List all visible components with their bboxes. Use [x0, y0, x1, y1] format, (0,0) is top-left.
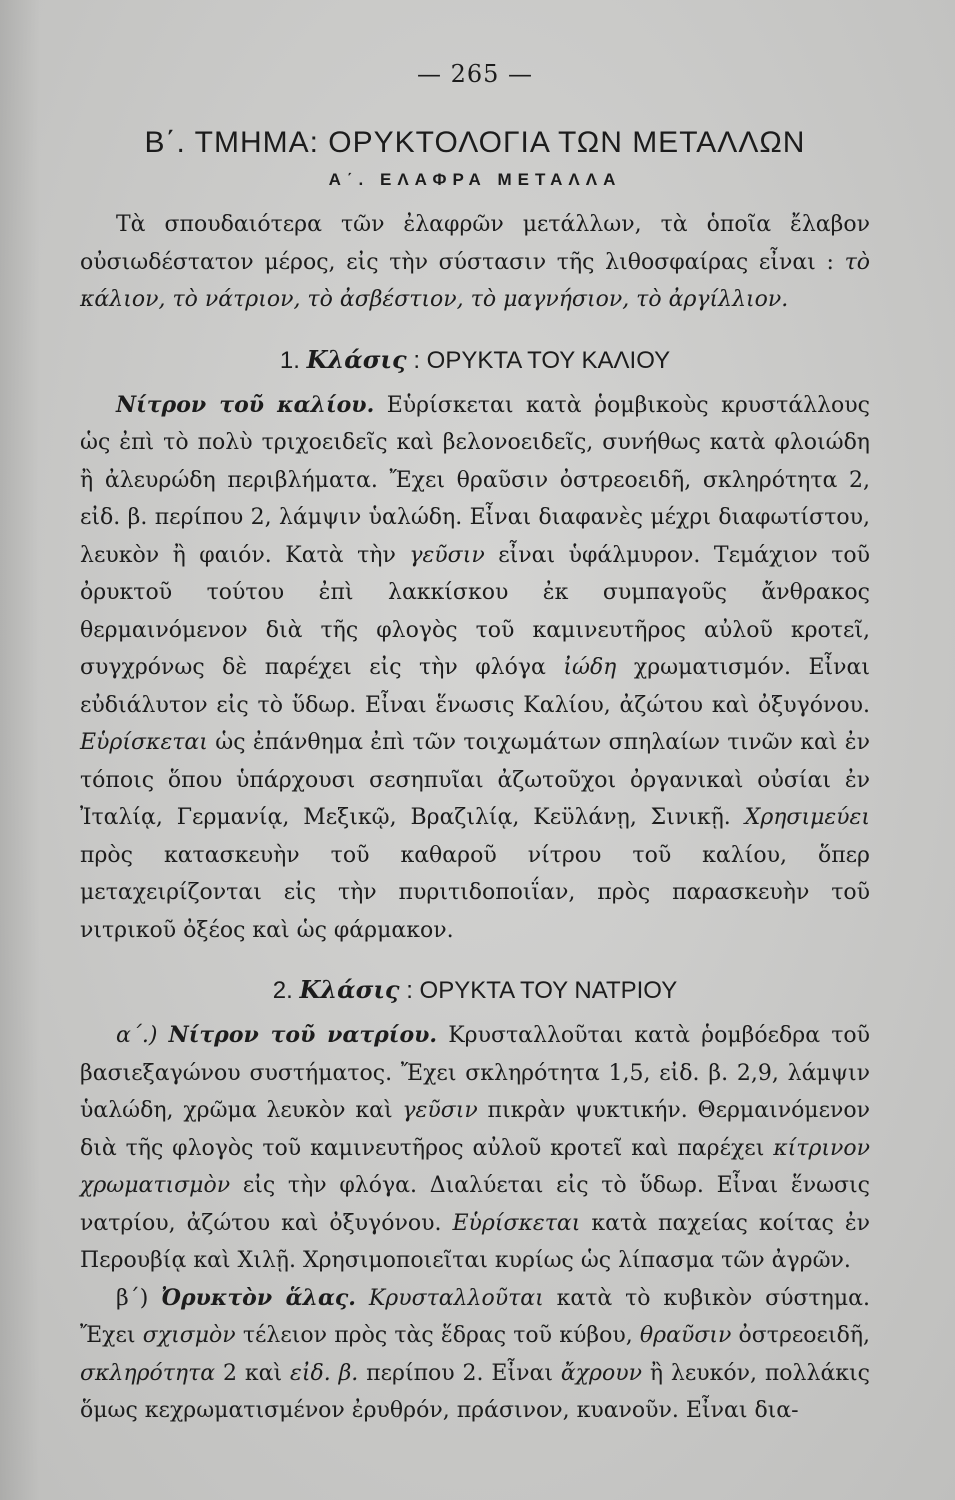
intro-metals: τὸ κάλιον, τὸ νάτριον, τὸ ἀσβέστιον, τὸ μαγνήσιον, τὸ ἀργίλλιον. [80, 249, 870, 312]
class2-heading [80, 975, 870, 1005]
class2-a-found: Εὑρίσκεται [452, 1210, 581, 1236]
class1-term: Νίτρον τοῦ καλίου. [116, 391, 375, 418]
class2-b-p1: κατὰ τὸ κυβικὸν σύστημα. Ἔχει [80, 1285, 870, 1348]
class2-a-taste: γεῦσιν [402, 1098, 478, 1123]
class2-b-cryst: Κρυσταλλοῦται [368, 1285, 544, 1311]
class1-heading [80, 345, 870, 375]
class2-label: Κλάσις [299, 975, 400, 1004]
class2-b-marker: β΄) [116, 1285, 149, 1311]
class2-a-paragraph [80, 1017, 870, 1280]
class2-a-p1: Κρυσταλλοῦται κατὰ ῥομβόεδρα τοῦ βασιεξαγώνου συστήματος. Ἔχει σκληρότητα 1,5, εἰδ. β. 2,9, λάμψιν ὑαλώδη, χρῶμα λευκὸν καὶ [80, 1023, 871, 1123]
intro-text: Τὰ σπουδαιότερα τῶν ἐλαφρῶν μετάλλων, τὰ ὁποῖα ἔλαβον οὐσιωδέστατον μέρος, εἰς τὴν σύστασιν τῆς λιθοσφαίρας εἶναι : [80, 212, 870, 275]
class2-b-p6: ἢ λευκόν, πολλάκις ὅμως κεχρωματισμένον ἐρυθρόν, πράσινον, κυανοῦν. Εἶναι δια- [80, 1360, 870, 1423]
class2-a-marker: α΄.) [116, 1023, 158, 1048]
class1-p1: Εὑρίσκεται κατὰ ῥομβικοὺς κρυστάλλους ὡς ἐπὶ τὸ πολὺ τριχοειδεῖς καὶ βελονοειδεῖς, συνήθως κατὰ φλοιώδη ἢ ἀλευρώδη περιβλήματα. Ἔχει θραῦσιν ὀστρεοειδῆ, σκληρότητα 2, εἰδ. β. περίπου 2, λάμψιν ὑαλώδη. Εἶναι διαφανὲς μέχρι διαφωτίστου, λευκὸν ἢ φαιόν. Κατὰ τὴν [80, 392, 870, 568]
class1-p3: χρωματισμόν. Εἶναι εὐδιάλυτον εἰς τὸ ὕδωρ. Εἶναι ἕνωσις Καλίου, ἀζώτου καὶ ὀξυγόνου. [80, 655, 870, 718]
class2-b-sg: εἰδ. β. [290, 1360, 359, 1386]
class2-b-p4: 2 καὶ [215, 1360, 291, 1386]
class2-b-fracture: θραῦσιν [639, 1323, 732, 1348]
class2-number: 2. [272, 977, 293, 1004]
class2-b-p2: τέλειον πρὸς τὰς ἕδρας τοῦ κύβου, [235, 1323, 640, 1348]
class2-title: : ΟΡΥΚΤΑ ΤΟΥ ΝΑΤΡΙΟΥ [406, 977, 678, 1004]
class1-taste: γεῦσιν [409, 542, 485, 568]
page-content [80, 60, 870, 1430]
class2-a-p4: κατὰ παχείας κοίτας ἐν Περουβίᾳ καὶ Χιλῇ. Χρησιμοποιεῖται κυρίως ὡς λίπασμα τῶν ἀγρῶν. [80, 1210, 871, 1273]
class2-b-cleavage: σχισμὸν [142, 1323, 236, 1348]
class1-paragraph [80, 387, 870, 950]
class1-use: Χρησιμεύει [744, 805, 870, 830]
class1-label: Κλάσις [306, 344, 407, 374]
page-number: — 265 — [416, 60, 534, 88]
class1-title: : ΟΡΥΚΤΑ ΤΟΥ ΚΑΛΙΟΥ [413, 346, 671, 374]
class2-a-color: κίτρινον χρωματισμὸν [80, 1135, 870, 1198]
class1-p4: ὡς ἐπάνθημα ἐπὶ τῶν τοιχωμάτων σπηλαίων τινῶν καὶ ἐν τόποις ὅπου ὑπάρχουσι σεσηπυῖαι ἀζωτοῦχοι ὀργανικαὶ οὐσίαι ἐν Ἰταλίᾳ, Γερμανίᾳ, Μεξικῷ, Βραζιλίᾳ, Κεϋλάνῃ, Σινικῇ. [80, 730, 870, 830]
class2-b-paragraph [80, 1280, 870, 1430]
class2-a-term: Νίτρον τοῦ νατρίου. [168, 1022, 438, 1048]
class1-found: Εὑρίσκεται [80, 730, 208, 755]
class2-b-p5: περίπου 2. Εἶναι [358, 1360, 561, 1386]
class2-b-colorless: ἄχρουν [560, 1360, 642, 1386]
class1-color-word: ἰώδη [563, 655, 617, 680]
class2-a-p3: εἰς τὴν φλόγα. Διαλύεται εἰς τὸ ὕδωρ. Εἶναι ἕνωσις νατρίου, ἀζώτου καὶ ὀξυγόνου. [80, 1173, 870, 1236]
class1-number: 1. [279, 346, 300, 374]
subsection-title: Α΄. ΕΛΑΦΡΑ ΜΕΤΑΛΛΑ [328, 170, 622, 189]
class1-p2: εἶναι ὑφάλμυρον. Τεμάχιον τοῦ ὀρυκτοῦ τούτου ἐπὶ λακκίσκου ἐκ συμπαγοῦς ἄνθρακος θερμαινόμενον διὰ τῆς φλογὸς τοῦ καμινευτῆρος αὐλοῦ κροτεῖ, συγχρόνως δὲ παρέχει εἰς τὴν φλόγα [80, 542, 870, 680]
intro-paragraph [80, 206, 870, 319]
class1-p5: πρὸς κατασκευὴν τοῦ καθαροῦ νίτρου τοῦ καλίου, ὅπερ μεταχειρίζονται εἰς τὴν πυριτιδοποιΐαν, πρὸς παρασκευὴν τοῦ νιτρικοῦ ὀξέος καὶ ὡς φάρμακον. [80, 842, 870, 943]
class2-b-p3: ὀστρεοειδῆ, [731, 1323, 870, 1348]
class2-b-term: Ὀρυκτὸν ἅλας. [161, 1284, 356, 1311]
class2-a-p2: πικρὰν ψυκτικήν. Θερμαινόμενον διὰ τῆς φλογὸς τοῦ καμινευτῆρος αὐλοῦ κροτεῖ καὶ παρέχει [80, 1098, 871, 1161]
section-title: Β΄. ΤΜΗΜΑ: ΟΡΥΚΤΟΛΟΓΙΑ ΤΩΝ ΜΕΤΑΛΛΩΝ [144, 126, 806, 159]
class2-b-hardness: σκληρότητα [80, 1360, 216, 1386]
